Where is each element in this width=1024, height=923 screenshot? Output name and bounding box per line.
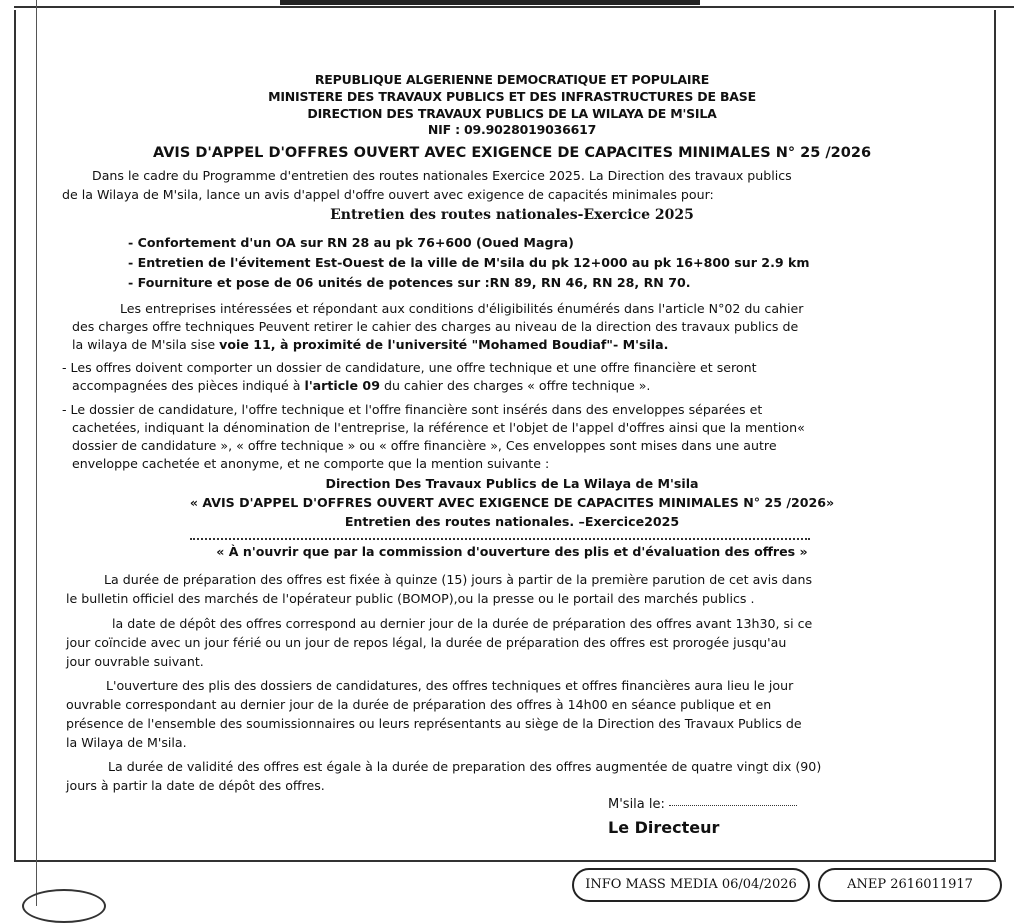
offers-line-2-end: du cahier des charges « offre technique ». (379, 378, 651, 393)
duration-line-1: La durée de préparation des offres est fixée à quinze (15) jours à partir de la première parution de cet avis dans (104, 572, 813, 587)
header-direction: DIRECTION DES TRAVAUX PUBLICS DE LA WILAYA DE M'SILA (307, 106, 717, 121)
media-reference: INFO MASS MEDIA 06/04/2026 (572, 868, 810, 902)
header-ministry: MINISTERE DES TRAVAUX PUBLICS ET DES INFRASTRUCTURES DE BASE (268, 89, 756, 104)
offers-article-ref: l'article 09 (304, 378, 380, 393)
header-nif: NIF : 09.9028019036617 (427, 122, 597, 137)
mention-subject: Entretien des routes nationales. –Exercice2025 (344, 514, 680, 529)
offers-line-2 (72, 376, 650, 396)
opening-line-1: L'ouverture des plis des dossiers de candidatures, des offres techniques et offres financières aura lieu le jour (106, 678, 794, 693)
validity-line-1: La durée de validité des offres est égale à la durée de preparation des offres augmentée de quatre vingt dix (90) (108, 759, 822, 774)
envelopes-line-4: enveloppe cachetée et anonyme, et ne comporte que la mention suivante : (72, 456, 550, 471)
deposit-line-1: la date de dépôt des offres correspond au dernier jour de la durée de préparation des offres avant 13h30, si ce (112, 616, 813, 631)
envelopes-line-1: - Le dossier de candidature, l'offre technique et l'offre financière sont insérés dans des enveloppes séparées et (62, 402, 763, 417)
eligibility-line-2: des charges offre techniques Peuvent retirer le cahier des charges au niveau de la direction des travaux publics de (72, 319, 799, 334)
offers-line-1: - Les offres doivent comporter un dossier de candidature, une offre technique et une offre financière et seront (62, 360, 757, 375)
top-rule (14, 6, 1014, 8)
deposit-line-2: jour coïncide avec un jour férié ou un jour de repos légal, la durée de préparation des offres est prorogée jusqu'au (66, 635, 787, 650)
opening-line-2: ouvrable correspondant au dernier jour de la durée de préparation des offres à 14h00 en séance publique et en (66, 697, 772, 712)
mention-warning: « À n'ouvrir que par la commission d'ouverture des plis et d'évaluation des offres » (216, 544, 808, 559)
envelopes-line-2: cachetées, indiquant la dénomination de l'entreprise, la référence et l'objet de l'appel d'offres ainsi que la mention« (72, 420, 805, 435)
eligibility-line-1: Les entreprises intéressées et répondant aux conditions d'éligibilités énumérés dans l'article N°02 du cahier (120, 301, 804, 316)
item-2: - Entretien de l'évitement Est-Ouest de la ville de M'sila du pk 12+000 au pk 16+800 sur 2.9 km (128, 255, 810, 270)
deposit-line-3: jour ouvrable suivant. (66, 654, 204, 669)
signature-date-dots (669, 805, 797, 806)
signature-title: Le Directeur (608, 818, 720, 837)
signature-date (608, 797, 797, 812)
intro-line-2: de la Wilaya de M'sila, lance un avis d'appel d'offre ouvert avec exigence de capacités minimales pour: (62, 187, 714, 202)
envelopes-line-3: dossier de candidature », « offre technique » ou « offre financière », Ces enveloppes sont mises dans une autre (72, 438, 777, 453)
eligibility-address: voie 11, à proximité de l'université "Mohamed Boudiaf"- M'sila. (219, 337, 669, 352)
header-republic: REPUBLIQUE ALGERIENNE DEMOCRATIQUE ET POPULAIRE (314, 72, 710, 87)
signature-date-label: M'sila le: (608, 797, 665, 812)
anep-reference: ANEP 2616011917 (818, 868, 1002, 902)
top-edge-bar (280, 0, 700, 5)
offers-line-2-start: accompagnées des pièces indiqué à (72, 378, 305, 393)
item-3: - Fourniture et pose de 06 unités de potences sur :RN 89, RN 46, RN 28, RN 70. (128, 275, 691, 290)
mention-direction: Direction Des Travaux Publics de La Wilaya de M'sila (325, 476, 699, 491)
duration-line-2: le bulletin officiel des marchés de l'opérateur public (BOMOP),ou la presse ou le portail des marchés publics . (66, 591, 755, 606)
eligibility-line-3-start: la wilaya de M'sila sise (72, 337, 220, 352)
publisher-logo (22, 889, 106, 923)
mention-title: « AVIS D'APPEL D'OFFRES OUVERT AVEC EXIGENCE DE CAPACITES MINIMALES N° 25 /2026» (189, 495, 835, 510)
eligibility-line-3 (72, 335, 668, 355)
opening-line-3: présence de l'ensemble des soumissionnaires ou leurs représentants au siège de la Direction des Travaux Publics de (66, 716, 802, 731)
item-1: - Confortement d'un OA sur RN 28 au pk 76+600 (Oued Magra) (128, 235, 574, 250)
intro-line-1: Dans le cadre du Programme d'entretien des routes nationales Exercice 2025. La Direction des travaux publics (92, 168, 792, 183)
dotted-separator (190, 538, 810, 540)
validity-line-2: jours à partir la date de dépôt des offres. (66, 778, 325, 793)
notice-title: AVIS D'APPEL D'OFFRES OUVERT AVEC EXIGENCE DE CAPACITES MINIMALES N° 25 /2026 (152, 145, 872, 161)
opening-line-4: la Wilaya de M'sila. (66, 735, 187, 750)
project-title: Entretien des routes nationales-Exercice 2025 (330, 207, 694, 223)
